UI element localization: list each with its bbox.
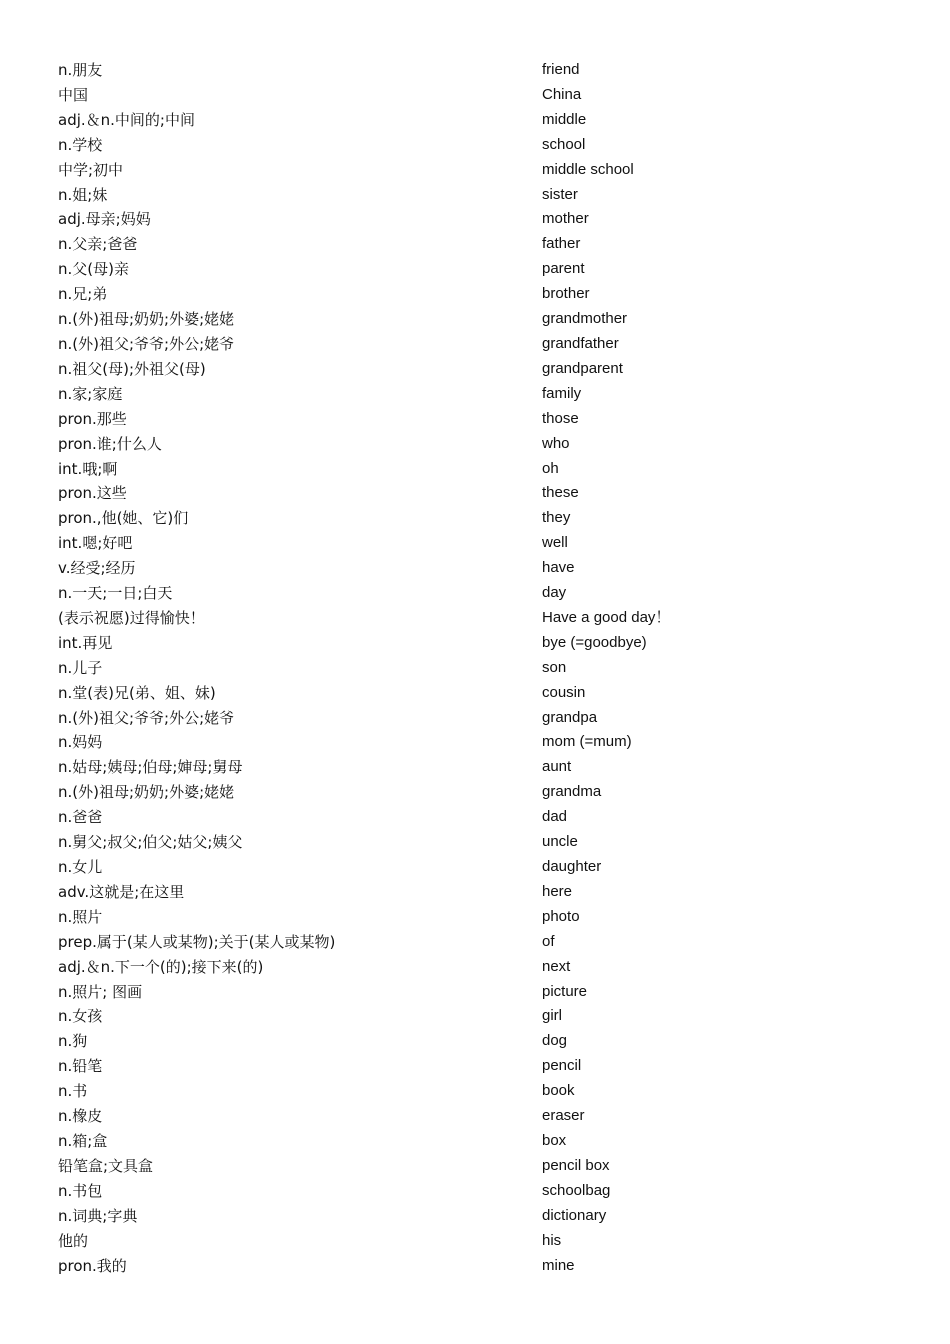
chinese-definition: n.女孩 (58, 1007, 103, 1026)
english-word: photo (542, 907, 580, 925)
english-word: father (542, 235, 581, 253)
vocab-row (0, 1104, 950, 1129)
vocab-row (0, 656, 950, 681)
vocab-row (0, 606, 950, 631)
english-word: dad (542, 808, 568, 826)
english-word: grandma (542, 783, 602, 801)
chinese-definition: n.舅父;叔父;伯父;姑父;姨父 (58, 833, 243, 852)
chinese-definition: n.铅笔 (58, 1057, 103, 1076)
vocab-row (0, 357, 950, 382)
vocab-row (0, 1154, 950, 1179)
chinese-definition: adj.母亲;妈妈 (58, 210, 151, 229)
english-word: China (542, 85, 582, 103)
chinese-definition: int.再见 (58, 633, 113, 652)
chinese-definition: v.经受;经历 (58, 559, 136, 578)
chinese-definition: (表示祝愿)过得愉快！ (58, 608, 205, 627)
english-word: dog (542, 1032, 568, 1050)
chinese-definition: n.姑母;姨母;伯母;婶母;舅母 (58, 758, 243, 777)
vocab-row (0, 432, 950, 457)
chinese-definition: 中学;初中 (58, 160, 124, 179)
chinese-definition: int.哦;啊 (58, 459, 118, 478)
vocab-row (0, 58, 950, 83)
chinese-definition: n.爸爸 (58, 808, 103, 827)
vocab-row (0, 133, 950, 158)
vocab-row (0, 158, 950, 183)
chinese-definition: n.妈妈 (58, 733, 103, 752)
english-word: school (542, 135, 586, 153)
vocab-row (0, 805, 950, 830)
english-word: next (542, 957, 571, 975)
english-word: grandfather (542, 334, 619, 352)
english-word: middle school (542, 160, 634, 178)
chinese-definition: n.祖父(母);外祖父(母) (58, 359, 206, 378)
chinese-definition: n.(外)祖母;奶奶;外婆;姥姥 (58, 310, 235, 329)
english-word: they (542, 509, 571, 527)
chinese-definition: n.(外)祖父;爷爷;外公;姥爷 (58, 708, 235, 727)
chinese-definition: pron.谁;什么人 (58, 434, 162, 453)
chinese-definition: n.儿子 (58, 658, 103, 677)
english-word: cousin (542, 683, 586, 701)
chinese-definition: n.照片; 图画 (58, 982, 143, 1001)
chinese-definition: n.照片 (58, 907, 103, 926)
chinese-definition: 铅笔盒;文具盒 (58, 1156, 154, 1175)
vocab-row (0, 83, 950, 108)
vocab-row (0, 730, 950, 755)
english-word: dictionary (542, 1206, 607, 1224)
vocabulary-list (0, 58, 950, 1278)
vocab-row (0, 1254, 950, 1279)
english-word: oh (542, 459, 559, 477)
english-word: book (542, 1082, 575, 1100)
chinese-definition: 他的 (58, 1231, 89, 1250)
english-word: pencil box (542, 1156, 610, 1174)
chinese-definition: n.家;家庭 (58, 384, 123, 403)
english-word: box (542, 1131, 567, 1149)
vocab-row (0, 481, 950, 506)
english-word: grandparent (542, 359, 623, 377)
chinese-definition: n.橡皮 (58, 1107, 103, 1126)
chinese-definition: n.狗 (58, 1032, 88, 1051)
vocab-row (0, 282, 950, 307)
english-word: Have a good day！ (542, 608, 671, 626)
chinese-definition: n.一天;一日;白天 (58, 584, 173, 603)
english-word: mother (542, 210, 589, 228)
chinese-definition: int.嗯;好吧 (58, 534, 133, 553)
chinese-definition: n.堂(表)兄(弟、姐、妹) (58, 683, 216, 702)
english-word: of (542, 932, 555, 950)
english-word: his (542, 1231, 562, 1249)
english-word: have (542, 559, 575, 577)
vocab-row (0, 257, 950, 282)
chinese-definition: n.学校 (58, 135, 103, 154)
chinese-definition: n.兄;弟 (58, 285, 108, 304)
vocab-row (0, 1179, 950, 1204)
english-word: grandmother (542, 310, 628, 328)
english-word: sister (542, 185, 578, 203)
vocab-row (0, 905, 950, 930)
english-word: eraser (542, 1107, 585, 1125)
chinese-definition: n.(外)祖父;爷爷;外公;姥爷 (58, 334, 235, 353)
english-word: uncle (542, 833, 578, 851)
vocab-row (0, 232, 950, 257)
vocab-row (0, 1029, 950, 1054)
chinese-definition: n.箱;盒 (58, 1131, 108, 1150)
english-word: girl (542, 1007, 563, 1025)
vocab-row (0, 332, 950, 357)
chinese-definition: n.朋友 (58, 61, 103, 79)
vocab-row (0, 780, 950, 805)
vocab-row (0, 1004, 950, 1029)
english-word: these (542, 484, 579, 502)
vocab-row (0, 681, 950, 706)
english-word: day (542, 584, 567, 602)
vocab-row (0, 830, 950, 855)
english-word: pencil (542, 1057, 582, 1075)
vocab-row (0, 880, 950, 905)
chinese-definition: n.父(母)亲 (58, 260, 129, 279)
vocab-row (0, 1079, 950, 1104)
vocab-row (0, 755, 950, 780)
english-word: mom (=mum) (542, 733, 632, 751)
english-word: parent (542, 260, 585, 278)
vocab-row (0, 1229, 950, 1254)
english-word: aunt (542, 758, 572, 776)
vocab-row (0, 980, 950, 1005)
english-word: here (542, 882, 573, 900)
vocab-row (0, 955, 950, 980)
english-word: who (542, 434, 570, 452)
vocab-row (0, 108, 950, 133)
vocab-row (0, 1054, 950, 1079)
chinese-definition: pron.这些 (58, 484, 127, 503)
english-word: friend (542, 61, 580, 78)
chinese-definition: n.女儿 (58, 858, 103, 876)
english-word: schoolbag (542, 1181, 611, 1199)
chinese-definition: n.词典;字典 (58, 1206, 138, 1225)
english-word: well (542, 534, 568, 552)
chinese-definition: adj.＆n.中间的;中间 (58, 110, 195, 129)
chinese-definition: n.(外)祖母;奶奶;外婆;姥姥 (58, 783, 235, 802)
chinese-definition: n.书 (58, 1082, 88, 1101)
vocab-row (0, 531, 950, 556)
vocab-row (0, 382, 950, 407)
chinese-definition: pron.那些 (58, 409, 127, 428)
chinese-definition: prep.属于(某人或某物);关于(某人或某物) (58, 932, 336, 951)
vocab-row (0, 631, 950, 656)
chinese-definition: pron.,他(她、它)们 (58, 509, 189, 528)
vocab-row (0, 183, 950, 208)
chinese-definition: 中国 (58, 85, 89, 104)
vocab-row (0, 457, 950, 482)
vocab-row (0, 1204, 950, 1229)
vocab-row (0, 581, 950, 606)
english-word: middle (542, 110, 587, 128)
chinese-definition: adj.＆n.下一个(的);接下来(的) (58, 957, 264, 976)
chinese-definition: n.书包 (58, 1181, 103, 1200)
english-word: son (542, 658, 567, 676)
english-word: grandpa (542, 708, 598, 726)
chinese-definition: n.姐;妹 (58, 185, 108, 204)
chinese-definition: pron.我的 (58, 1256, 127, 1275)
english-word: family (542, 384, 582, 402)
vocab-row (0, 207, 950, 232)
english-word: those (542, 409, 579, 427)
vocab-row (0, 706, 950, 731)
vocab-row (0, 930, 950, 955)
english-word: mine (542, 1256, 575, 1274)
english-word: brother (542, 285, 590, 303)
vocab-row (0, 556, 950, 581)
vocab-row (0, 407, 950, 432)
chinese-definition: n.父亲;爸爸 (58, 235, 138, 254)
vocab-row (0, 506, 950, 531)
english-word: bye (=goodbye) (542, 633, 647, 651)
vocab-row (0, 307, 950, 332)
vocab-row (0, 1129, 950, 1154)
english-word: picture (542, 982, 588, 1000)
vocab-row (0, 855, 950, 880)
english-word: daughter (542, 858, 602, 875)
chinese-definition: adv.这就是;在这里 (58, 882, 185, 901)
